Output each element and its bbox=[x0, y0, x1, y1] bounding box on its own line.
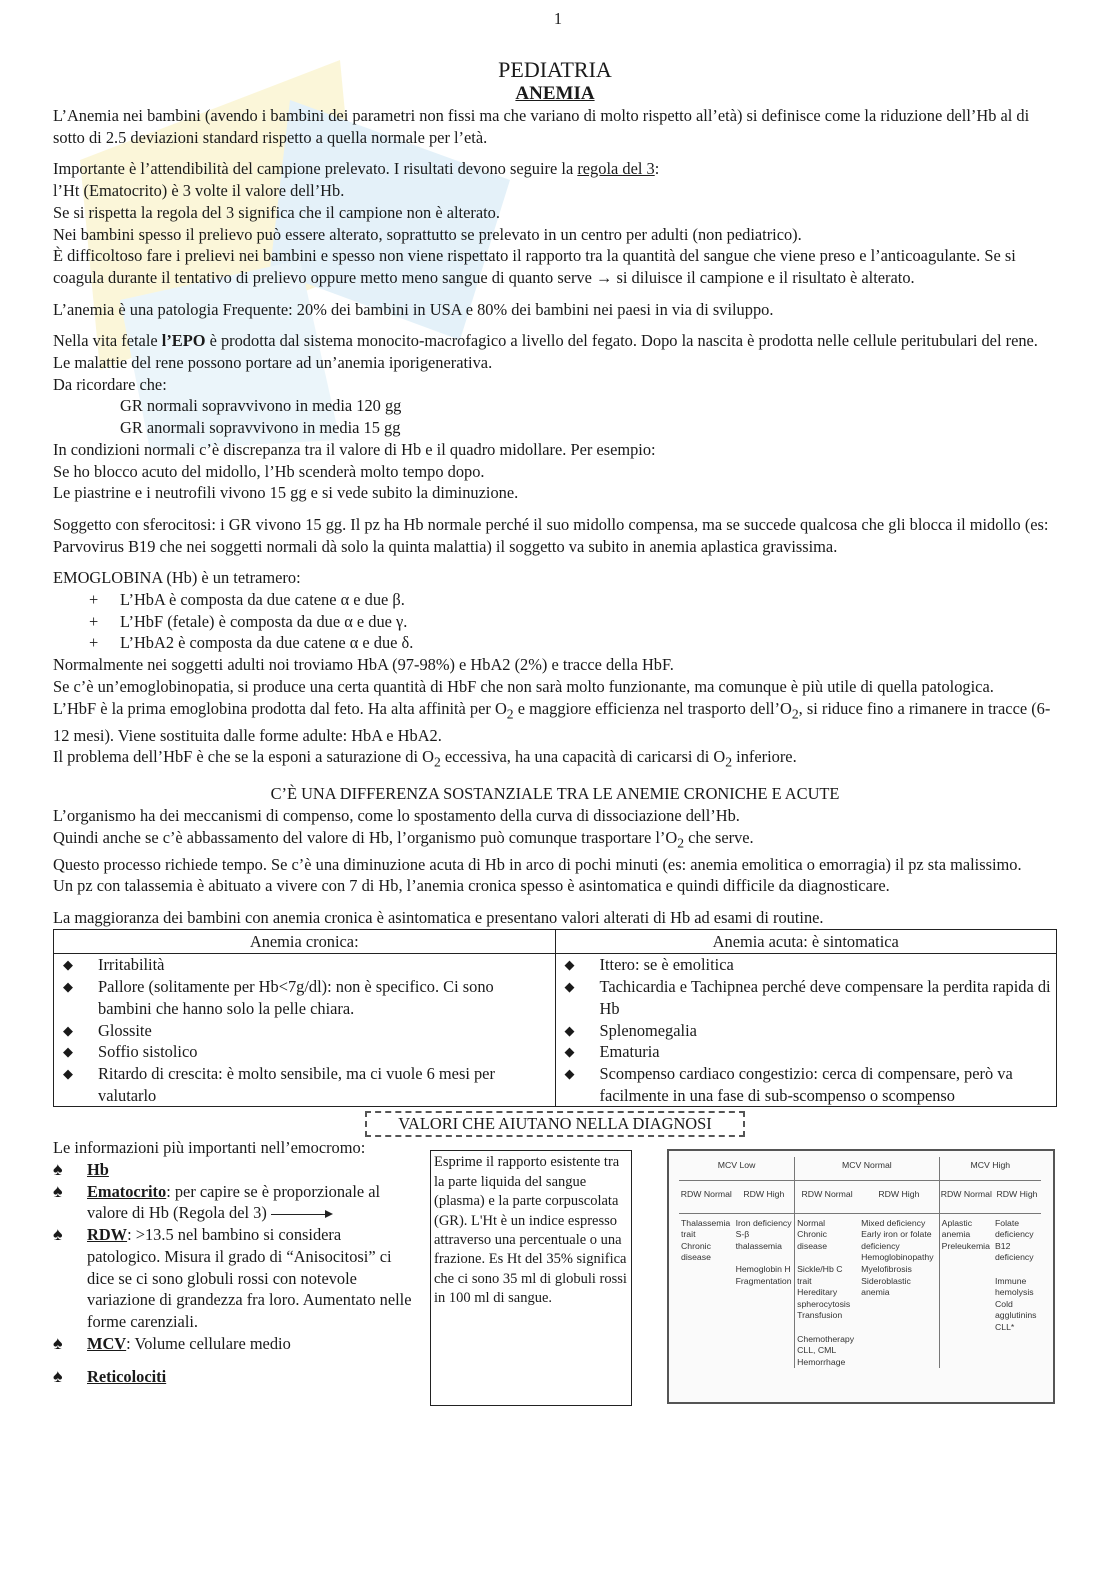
plus-icon: + bbox=[89, 611, 99, 631]
text: : bbox=[654, 159, 660, 179]
mcv-cell-entry: Chemotherapy bbox=[797, 1333, 855, 1344]
hb-list bbox=[53, 589, 1057, 654]
column-header-acuta: Anemia acuta: è sintomatica bbox=[555, 929, 1057, 954]
page-number: 1 bbox=[553, 9, 563, 28]
list-item-text: Splenomegalia bbox=[599, 1020, 697, 1040]
list-item bbox=[562, 1020, 1053, 1042]
list-item bbox=[53, 611, 1057, 633]
acuta-cell bbox=[555, 954, 1057, 1107]
list-item-text: Irritabilità bbox=[98, 955, 165, 975]
group-mcv-normal: MCV Normal bbox=[795, 1157, 940, 1180]
emocromo-section bbox=[53, 1137, 1057, 1437]
subscript: 2 bbox=[791, 705, 799, 721]
subheader: RDW Normal bbox=[939, 1180, 993, 1213]
list-item-hb bbox=[53, 1159, 413, 1181]
mcv-cell bbox=[859, 1213, 939, 1368]
emocromo-intro: Le informazioni più importanti nell’emocromo: bbox=[53, 1138, 366, 1158]
text-line: L’organismo ha dei meccanismi di compenso, come lo spostamento della curva di dissociazione dell’Hb. bbox=[53, 805, 740, 825]
text-line: Da ricordare che: bbox=[53, 374, 167, 394]
mcv-cell bbox=[734, 1213, 795, 1368]
mcv-cell-entry: S-β thalassemia bbox=[735, 1229, 782, 1251]
text-line: Se si rispetta la regola del 3 significa che il campione non è alterato. bbox=[53, 202, 500, 222]
mcv-cell-entry: Hemoglobin H bbox=[735, 1263, 791, 1274]
mcv-cell-entry: Myelofibrosis bbox=[861, 1263, 912, 1274]
list-item-text: Scompenso cardiaco congestizio: cerca di compensare, però va facilmente in una fase di sub-scompenso o scompenso bbox=[599, 1063, 1013, 1105]
group-mcv-low: MCV Low bbox=[679, 1157, 795, 1180]
mcv-cell-entry: Aplastic anemia bbox=[941, 1217, 973, 1240]
diamond-bullet-icon: ◆ bbox=[63, 1022, 73, 1038]
list-item bbox=[562, 976, 1053, 1019]
hb-term: Hb bbox=[87, 1160, 109, 1180]
group-mcv-high: MCV High bbox=[939, 1157, 1041, 1180]
rdw-term: RDW bbox=[87, 1225, 128, 1245]
text-line bbox=[53, 827, 1057, 854]
paragraph-epo bbox=[53, 330, 1057, 504]
valori-heading: VALORI CHE AIUTANO NELLA DIAGNOSI bbox=[365, 1111, 745, 1137]
mcv-cell-entry bbox=[797, 1252, 857, 1264]
mcv-cell-entry: Preleukemia bbox=[941, 1240, 990, 1251]
list-item bbox=[60, 1020, 551, 1042]
mcv-cell-entry: B12 deficiency bbox=[994, 1240, 1034, 1263]
list-item bbox=[53, 632, 1057, 654]
diamond-bullet-icon: ◆ bbox=[564, 1022, 575, 1038]
text-line bbox=[53, 746, 1057, 773]
mcv-cell-entry bbox=[797, 1322, 857, 1334]
text: L’HbF è la prima emoglobina prodotta dal feto. Ha alta affinità per O bbox=[53, 698, 507, 718]
acuta-list bbox=[562, 954, 1053, 1106]
list-item-text: Ematuria bbox=[599, 1042, 660, 1062]
mcv-text: : Volume cellulare medio bbox=[126, 1333, 291, 1353]
paragraph-compenso bbox=[53, 805, 1057, 897]
spade-bullet-icon: ♠ bbox=[53, 1332, 63, 1353]
mcv-cell-entry: Folate deficiency bbox=[994, 1217, 1034, 1240]
mcv-cell-entry: Immune hemolysis bbox=[994, 1275, 1034, 1298]
list-item bbox=[60, 976, 551, 1019]
heading-differenza: C’È UNA DIFFERENZA SOSTANZIALE TRA LE ANEMIE CRONICHE E ACUTE bbox=[270, 784, 840, 804]
list-item-text: Pallore (solitamente per Hb<7g/dl): non è specifico. Ci sono bambini che hanno solo la pelle chiara. bbox=[98, 977, 494, 1018]
text-line: EMOGLOBINA (Hb) è un tetramero: bbox=[53, 568, 301, 588]
text-line: Se ho blocco acuto del midollo, l’Hb scenderà molto tempo dopo. bbox=[53, 461, 485, 481]
page-title: PEDIATRIA bbox=[498, 57, 612, 82]
text: Importante è l’attendibilità del campione prelevato. I risultati devono seguire la bbox=[53, 159, 578, 179]
text-line: Un pz con talassemia è abituato a vivere con 7 di Hb, l’anemia cronica spesso è asintomatica e quindi difficile da diagnosticare. bbox=[53, 876, 890, 896]
mcv-cell-entry: Sideroblastic anemia bbox=[861, 1275, 911, 1298]
paragraph-sferocitosi: Soggetto con sferocitosi: i GR vivono 15 gg. Il pz ha Hb normale perché il suo midollo compensa, ma se succede qualcosa che gli blocca il midollo (es: Parvovirus B19 che nei soggetti normali dà solo la quinta malattia) il soggetto va subito in anemia aplastica gravissima. bbox=[53, 514, 1049, 556]
paragraph-maggioranza: La maggioranza dei bambini con anemia cronica è asintomatica e presentano valori alterati di Hb ad esami di routine. bbox=[53, 908, 824, 928]
list-item bbox=[60, 954, 551, 976]
mcv-cell-entry: Normal bbox=[797, 1217, 826, 1228]
emocromo-column bbox=[53, 1137, 413, 1388]
subheader: RDW High bbox=[734, 1180, 795, 1213]
list-item bbox=[562, 954, 1053, 976]
list-item bbox=[562, 1041, 1053, 1063]
subscript: 2 bbox=[506, 705, 514, 721]
document-body bbox=[53, 0, 1057, 1437]
subheader: RDW High bbox=[859, 1180, 939, 1213]
mcv-cell bbox=[679, 1213, 734, 1368]
spade-bullet-icon: ♠ bbox=[53, 1180, 63, 1201]
text-line: GR anormali sopravvivono in media 15 gg bbox=[120, 418, 401, 438]
list-item-text: Ritardo di crescita: è molto sensibile, ma ci vuole 6 mesi per valutarlo bbox=[98, 1063, 495, 1105]
list-item-text: Tachicardia e Tachipnea perché deve compensare la perdita rapida di Hb bbox=[599, 977, 1051, 1018]
mcv-cell-entry: Cold agglutinins bbox=[994, 1298, 1037, 1321]
mcv-cell-entry bbox=[995, 1264, 1039, 1276]
cronica-list bbox=[60, 954, 551, 1106]
mcv-cell-entry: Hereditary spherocytosis bbox=[797, 1287, 851, 1309]
text: Nella vita fetale bbox=[53, 331, 162, 351]
mcv-cell-entry: Iron deficiency bbox=[735, 1217, 792, 1228]
emocromo-list bbox=[53, 1159, 413, 1388]
mcv-cell-entry: Hemoglobinopathy bbox=[861, 1252, 934, 1263]
text-line bbox=[53, 698, 1057, 747]
text: eccessiva, ha una capacità di caricarsi di O bbox=[440, 747, 726, 767]
mcv-cell-entry bbox=[736, 1252, 793, 1264]
mcv-cell bbox=[993, 1213, 1041, 1368]
paragraph-emoglobina bbox=[53, 567, 1057, 773]
regola-del-3-link: regola del 3 bbox=[577, 159, 655, 179]
text-line: È difficoltoso fare i prelievi nei bambini e spesso non viene rispettato il rapporto tra la quantità del sangue che viene preso e l’anticoagulante. Se si coagula durante il tentativo di prelievo oppure metto meno sangue di quanto serve → si diluisce il campione e il risultato è alterato. bbox=[53, 246, 1016, 287]
diamond-bullet-icon: ◆ bbox=[63, 957, 73, 973]
paragraph-campione bbox=[53, 158, 1057, 288]
subheader: RDW Normal bbox=[679, 1180, 734, 1213]
text: che serve. bbox=[684, 827, 754, 847]
text: è prodotta dal sistema monocito-macrofagico a livello del fegato. Dopo la nascita è prodotta nelle cellule peritubulari del rene. Le malattie del rene possono portare ad un’anemia iporigenerativa. bbox=[53, 331, 1038, 373]
mcv-cell-entry: Hemorrhage bbox=[797, 1356, 846, 1367]
text-line: Normalmente nei soggetti adulti noi troviamo HbA (97-98%) e HbA2 (2%) e tracce della HbF. bbox=[53, 655, 674, 675]
comparison-table bbox=[53, 929, 1057, 1108]
text: Il problema dell’HbF è che se la esponi a saturazione di O bbox=[53, 747, 434, 767]
diamond-bullet-icon: ◆ bbox=[63, 979, 73, 995]
list-item bbox=[562, 1063, 1053, 1106]
mcv-cell-entry: CLL* bbox=[994, 1321, 1015, 1332]
text-line: In condizioni normali c’è discrepanza tra il valore di Hb e il quadro midollare. Per esempio: bbox=[53, 439, 656, 459]
mcv-cell-entry: Sickle/Hb C trait bbox=[797, 1263, 843, 1286]
list-item-mcv bbox=[53, 1333, 413, 1355]
diamond-bullet-icon: ◆ bbox=[564, 1065, 575, 1081]
mcv-cell-entry: Mixed deficiency bbox=[861, 1217, 926, 1228]
mcv-cell-entry: Early iron or folate deficiency bbox=[861, 1229, 932, 1251]
subscript: 2 bbox=[725, 754, 733, 770]
ematocrito-text: : per capire se è proporzionale al valore di Hb (Regola del 3) bbox=[87, 1181, 381, 1223]
paragraph-frequenza: L’anemia è una patologia Frequente: 20% dei bambini in USA e 80% dei bambini nei paesi in via di sviluppo. bbox=[53, 299, 774, 319]
mcv-cell-entry: Chronic disease bbox=[797, 1229, 828, 1251]
list-item bbox=[60, 1063, 551, 1106]
spade-bullet-icon: ♠ bbox=[53, 1159, 63, 1180]
text-line: l’Ht (Ematocrito) è 3 volte il valore dell’Hb. bbox=[53, 181, 345, 201]
list-item bbox=[53, 589, 1057, 611]
list-item-rdw bbox=[53, 1224, 413, 1333]
reticolociti-term: Reticolociti bbox=[87, 1367, 167, 1387]
column-header-cronica: Anemia cronica: bbox=[54, 929, 556, 954]
text: Quindi anche se c’è abbassamento del valore di Hb, l’organismo può comunque trasportare l’O bbox=[53, 827, 678, 847]
cronica-cell bbox=[54, 954, 556, 1107]
ht-explanation-box: Esprime il rapporto esistente tra la parte liquida del sangue (plasma) e la parte corpuscolata (GR). L'Ht è un indice espresso attraverso una percentuale o una frazione. Es Ht del 35% significa che ci sono 35 ml di globuli rossi in 100 ml di sangue. bbox=[430, 1150, 632, 1406]
text-line: Questo processo richiede tempo. Se c’è una diminuzione acuta di Hb in arco di pochi minuti (es: anemia emolitica o emorragia) il pz sta malissimo. bbox=[53, 854, 1022, 874]
mcv-cell-entry: Thalassemia trait bbox=[681, 1217, 731, 1240]
plus-icon: + bbox=[89, 633, 99, 653]
text-line: Se c’è un’emoglobinopatia, si produce una certa quantità di HbF che non sarà molto funzionante, ma comunque è più utile di quella patologica. bbox=[53, 676, 994, 696]
mcv-rdw-table bbox=[679, 1157, 1041, 1368]
text-line: Nei bambini spesso il prelievo può essere alterato, soprattutto se prelevato in un centro per adulti (non pediatrico). bbox=[53, 224, 802, 244]
diamond-bullet-icon: ◆ bbox=[564, 957, 575, 973]
list-item-text: L’HbA è composta da due catene α e due β. bbox=[120, 590, 405, 610]
rdw-text: : >13.5 nel bambino si considera patologico. Misura il grado di “Anisocitosi” ci dice se ci sono globuli rossi con notevole variazione di grandezza fra loro. Aumentato nelle forme carenziali. bbox=[87, 1225, 412, 1331]
text: e maggiore efficienza nel trasporto dell’O bbox=[513, 698, 792, 718]
section-title: ANEMIA bbox=[515, 83, 595, 104]
spade-bullet-icon: ♠ bbox=[53, 1366, 63, 1387]
paragraph-definition: L’Anemia nei bambini (avendo i bambini dei parametri non fissi ma che variano di molto rispetto all’età) si definisce come la riduzione dell’Hb al di sotto di 2.5 deviazioni standard rispetto a quella normale per l’età. bbox=[53, 106, 1030, 147]
mcv-cell-entry: CLL, CML bbox=[797, 1345, 837, 1356]
diamond-bullet-icon: ◆ bbox=[63, 1044, 73, 1060]
mcv-cell-entry: Chronic disease bbox=[681, 1240, 711, 1263]
list-item-text: Glossite bbox=[98, 1020, 152, 1040]
list-item-ematocrito bbox=[53, 1181, 413, 1224]
subscript: 2 bbox=[677, 834, 685, 850]
text-line: GR normali sopravvivono in media 120 gg bbox=[120, 396, 402, 416]
mcv-cell bbox=[939, 1213, 993, 1368]
epo-term: l’EPO bbox=[161, 331, 206, 351]
list-item-reticolociti bbox=[53, 1366, 413, 1388]
mcv-term: MCV bbox=[87, 1333, 127, 1353]
mcv-cell bbox=[795, 1213, 860, 1368]
plus-icon: + bbox=[89, 590, 99, 610]
text-line: Le piastrine e i neutrofili vivono 15 gg e si vede subito la diminuzione. bbox=[53, 483, 519, 503]
subheader: RDW High bbox=[993, 1180, 1041, 1213]
diamond-bullet-icon: ◆ bbox=[564, 1044, 575, 1060]
ematocrito-term: Ematocrito bbox=[87, 1181, 167, 1201]
diamond-bullet-icon: ◆ bbox=[564, 979, 575, 995]
mcv-cell-entry: Transfusion bbox=[797, 1310, 843, 1321]
mcv-rdw-table-image bbox=[667, 1149, 1055, 1404]
list-item-text: Soffio sistolico bbox=[98, 1042, 198, 1062]
text: , si riduce fino a rimanere in tracce (6-12 mesi). Viene sostituita dalle forme adulte: HbA e HbA2. bbox=[53, 698, 1051, 745]
arrow-right-icon bbox=[271, 1214, 331, 1215]
spade-bullet-icon: ♠ bbox=[53, 1224, 63, 1245]
diamond-bullet-icon: ◆ bbox=[63, 1065, 73, 1081]
mcv-cell-entry: Fragmentation bbox=[735, 1275, 792, 1286]
subscript: 2 bbox=[433, 754, 441, 770]
subheader: RDW Normal bbox=[795, 1180, 860, 1213]
list-item-text: L’HbF (fetale) è composta da due α e due γ. bbox=[120, 611, 408, 631]
list-item-text: L’HbA2 è composta da due catene α e due δ. bbox=[120, 633, 414, 653]
list-item bbox=[60, 1041, 551, 1063]
text: inferiore. bbox=[732, 747, 797, 767]
list-item-text: Ittero: se è emolitica bbox=[599, 955, 734, 975]
